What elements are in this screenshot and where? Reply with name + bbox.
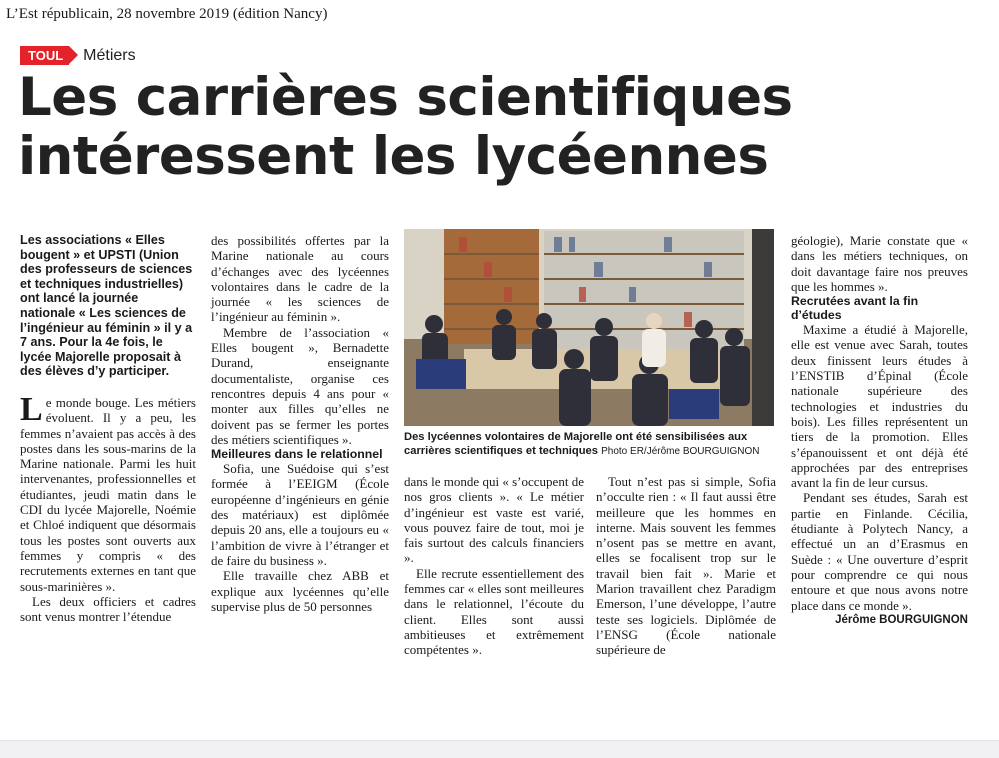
headline-line-1: Les carrières scientifiques — [18, 67, 793, 128]
paragraph: Maxime a étudié à Majorelle, elle est venue avec Sarah, toutes deux finissent leurs études à l’ENSTIB d’Épinal (École nationale supérieure des technologies et industries du bois). Les filles représentent un tiers de la promotion. Elles s’épanouissent et ont déjà été approchées par des entreprises avant la fin de leur cursus. — [791, 322, 968, 491]
paragraph: Tout n’est pas si simple, Sofia n’occulte rien : « Il faut aussi être meilleure que les hommes en interne. Mais souvent les femmes n’osent pas se mettre en avant, elles se focalisent trop sur le travail bien fait ». Marie et Marion travaillent chez Paradigm Emerson, l’une développe, l’autre teste ses logiciels. Diplômée de l’ENSG (École nationale supérieure de — [596, 474, 776, 658]
article-column-1 — [20, 233, 196, 624]
viewer-bottom-bar — [0, 740, 999, 758]
section-tag: TOUL — [20, 46, 69, 65]
article-photo — [404, 229, 774, 426]
caption-text: Des lycéennes volontaires de Majorelle ont été sensibilisées aux carrières scientifiques et techniques — [404, 431, 748, 457]
paragraph: Elle recrute essentiellement des femmes car « elles sont meilleures dans le relationnel, l’écoute du client. Elles sont aussi ambitieuses et extrêmement compétentes ». — [404, 565, 584, 658]
article-headline — [18, 68, 988, 186]
section-label: Métiers — [83, 46, 136, 64]
section-rubric — [20, 46, 136, 65]
subheading: Recrutées avant la fin d’études — [791, 294, 919, 323]
paragraph: Sofia, une Suédoise qui s’est formée à l’EEIGM (École européenne d’ingénieurs en génie des matériaux) est diplômée depuis 20 ans, elle a toujours eu « l’ambition de vivre à l’étranger et de faire du business ». — [211, 461, 389, 568]
photo-credit: Photo ER/Jérôme BOURGUIGNON — [601, 445, 760, 457]
article-column-4 — [596, 474, 776, 658]
paragraph: dans le monde qui « s’occupent de nos gros clients ». « Le métier d’ingénieur est vaste est varié, vous pouvez faire de tout, moi je fais surtout des calculs financiers ». — [404, 474, 584, 566]
article-lead: Les associations « Elles bougent » et UPSTI (Union des professeurs de sciences et techniques industrielles) ont lancé la journée nationale « Les sciences de l’ingénieur au féminin » il y a 7 ans. Pour la 4e fois, le lycée Majorelle proposait à des élèves d’y participer. — [20, 233, 193, 379]
paragraph: Pendant ses études, Sarah est partie en Finlande. Cécilia, étudiante à Polytech Nancy, a effectué un an d’Erasmus en Suède : « Une ouverture d’esprit pour comprendre ce qui nous entoure et que nous avons notre place dans ce monde ». — [791, 490, 968, 613]
paragraph — [20, 390, 196, 594]
drop-cap: L — [20, 390, 43, 428]
paragraph-text: e monde bouge. Les métiers évoluent. Il y a peu, les femmes n’avaient pas accès à des postes dans les sous-marins de la Marine nationale. Parmi les huit intervenantes, professionnelles et étudiantes, jeudi matin dans le CDI du lycée Majorelle, Noémie et Chloé indiquent que désormais tous les postes sont ouverts aux femmes y compris « des recrutements externes en tant que sous-marinières ». — [20, 394, 196, 594]
subheading: Meilleures dans le relationnel — [211, 447, 383, 462]
author-signature: Jérôme BOURGUIGNON — [835, 613, 968, 626]
photo-caption — [404, 431, 776, 458]
paragraph: des possibilités offertes par la Marine nationale au cours d’échanges avec des lycéennes volontaires dans le cadre de la journée « les sciences de l’ingénieur au féminin ». — [211, 233, 389, 325]
paragraph: Les deux officiers et cadres sont venus montrer l’étendue — [20, 593, 196, 625]
article-column-2 — [211, 233, 389, 614]
headline-line-2: intéressent les lycéennes — [18, 126, 769, 187]
paragraph: géologie), Marie constate que « dans les métiers techniques, on doit davantage faire nos preuves que les hommes ». — [791, 233, 968, 294]
article-column-3 — [404, 474, 584, 658]
publication-source: L’Est républicain, 28 novembre 2019 (édition Nancy) — [6, 6, 328, 22]
article-column-5 — [791, 233, 968, 628]
paragraph: Elle travaille chez ABB et explique aux lycéennes qu’elle supervise plus de 50 personnes — [211, 568, 389, 614]
library-classroom-photo — [404, 229, 774, 426]
paragraph: Membre de l’association « Elles bougent », Bernadette Durand, enseignante documentaliste, organise ces rencontres depuis 4 ans pour « monter aux filles qu’elles ne doivent pas se fermer les portes des métiers scientifiques ». — [211, 324, 389, 447]
